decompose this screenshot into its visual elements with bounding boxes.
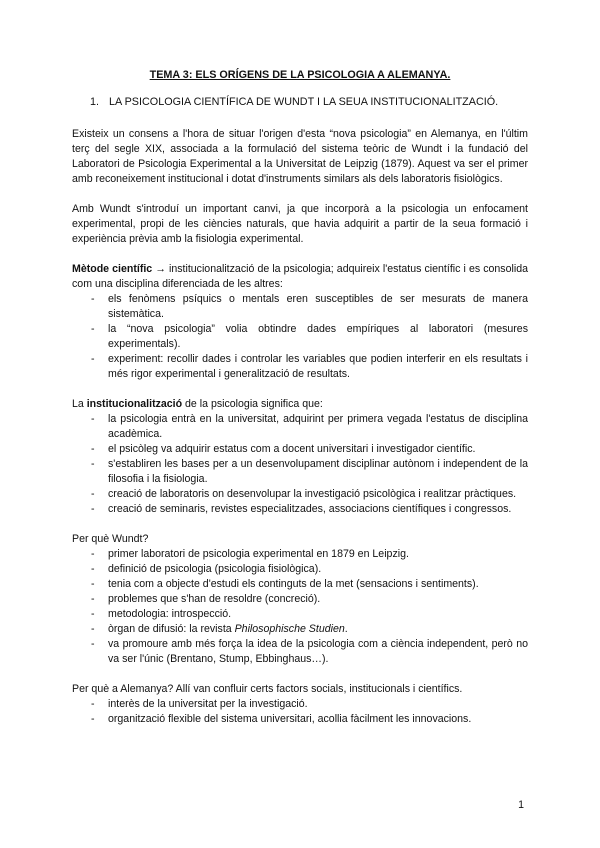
metode-bold: Mètode científic [72,263,153,275]
wundt-list [72,547,528,667]
inst-intro: La institucionalització de la psicologia significa que: [72,398,323,410]
list-item: - definició de psicologia (psicologia fisiològica). [91,563,322,575]
journal-title: Philosophische Studien [234,623,345,635]
metode-intro [72,262,528,292]
list-item: - problemes que s'han de resoldre (concreció). [91,593,321,605]
list-item: - interès de la universitat per la investigació. [91,698,308,710]
list-item: - creació de laboratoris on desenvolupar la investigació psicològica i realitzar pràctiques. [91,488,517,500]
page-title: TEMA 3: ELS ORÍGENS DE LA PSICOLOGIA A ALEMANYA. [149,69,451,81]
alemanya-list [72,697,528,727]
wundt-question: Per què Wundt? [72,533,149,545]
list-item: - organització flexible del sistema universitari, acollia fàcilment les innovacions. [91,713,472,725]
metode-list [72,292,528,382]
list-item: - creació de seminaris, revistes especialitzades, associacions científiques i congressos. [91,503,512,515]
list-item: - òrgan de difusió: la revista Philosophische Studien. [91,623,348,635]
list-item: - la “nova psicologia” volia obtindre dades empíriques al laboratori (mesures experimentals). [91,323,528,350]
list-item: - va promoure amb més força la idea de la psicologia com a ciència independent, però no va ser l'únic (Brentano, Stump, Ebbinghaus…). [91,638,528,665]
list-item: - primer laboratori de psicologia experimental en 1879 en Leipzig. [91,548,409,560]
paragraph-wundt-canvi: Amb Wundt s'introduí un important canvi, ja que incorporà a la psicologia un enfocament experimental, propi de les ciències naturals, que havia adquirit a partir de la seua formació i experiència prèvia amb la fisiologia experimental. [72,203,528,245]
list-item: - metodologia: introspecció. [91,608,232,620]
inst-bold: institucionalització [86,398,183,410]
inst-list [72,412,528,517]
section-number: 1. [90,96,100,108]
document-content [72,68,528,742]
alemanya-question: Per què a Alemanya? Allí van confluir certs factors socials, institucionals i científics. [72,683,463,695]
metode-rest: → institucionalització de la psicologia; adquireix l'estatus científic i es consolida com una disciplina diferenciada de les altres: [72,263,528,290]
section-heading-text: LA PSICOLOGIA CIENTÍFICA DE WUNDT I LA SEUA INSTITUCIONALITZACIÓ. [109,96,499,108]
section-heading [90,95,528,110]
list-item: - el psicòleg va adquirir estatus com a docent universitari i investigador científic. [91,443,476,455]
list-item: - tenia com a objecte d'estudi els continguts de la met (sensacions i sentiments). [91,578,479,590]
paragraph-consens: Existeix un consens a l'hora de situar l'origen d'esta “nova psicologia” en Alemanya, en l'últim terç del segle XIX, associada a la formulació del sistema teòric de Wundt i la fundació del Laboratori de Psicologia Experimental a la Universitat de Leipzig (1879). Aquest va ser el primer amb reconeixement institucional i dotat d'instruments similars als dels laboratoris fisiològics. [72,128,528,185]
list-item: - experiment: recollir dades i controlar les variables que podien interferir en els resultats i més rigor experimental i generalització de resultats. [91,353,528,380]
list-item: - els fenòmens psíquics o mentals eren susceptibles de ser mesurats de manera sistemàtica. [91,293,528,320]
page-number: 1 [518,799,524,811]
list-item: - la psicologia entrà en la universitat, adquirint per primera vegada l'estatus de disciplina acadèmica. [91,413,528,440]
list-item: - s'establiren les bases per a un desenvolupament disciplinar autònom i independent de la filosofia i la fisiologia. [91,458,528,485]
